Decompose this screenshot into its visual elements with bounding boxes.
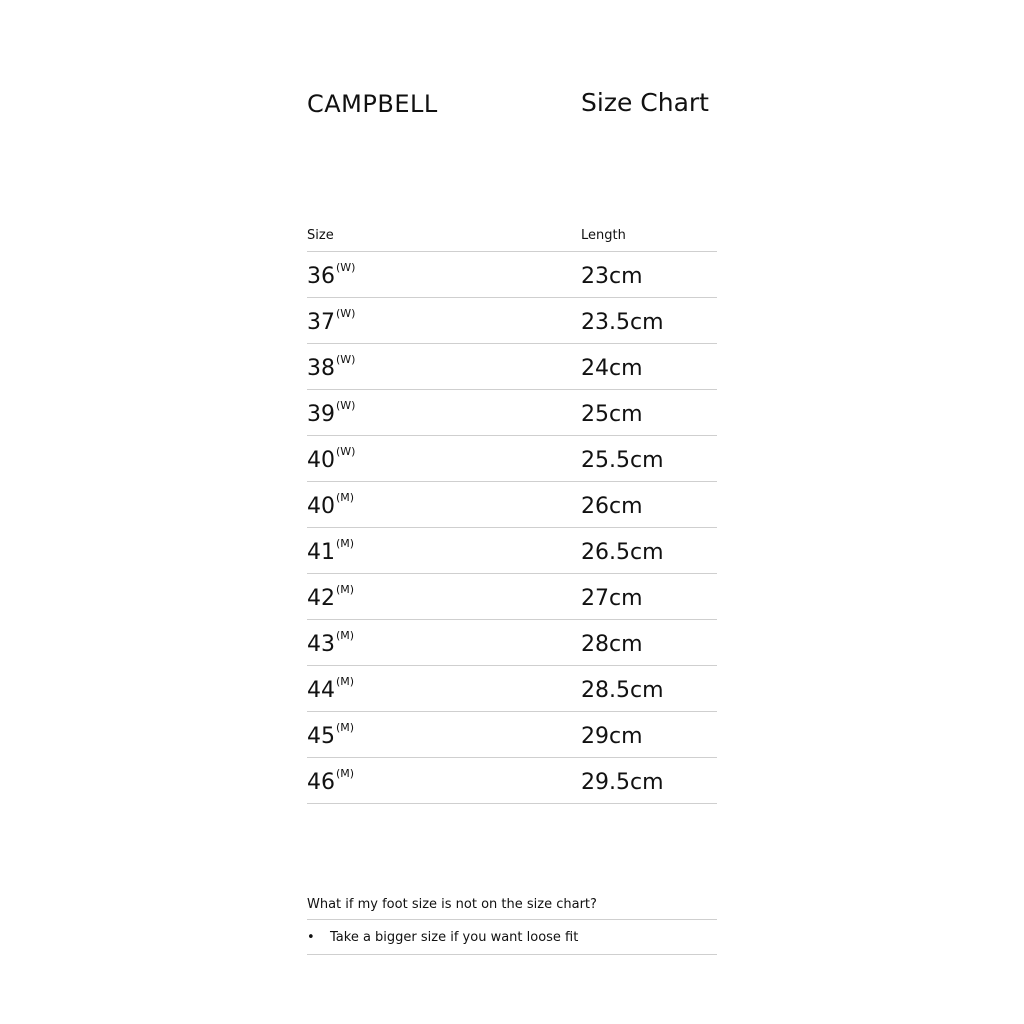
length-cell: 25cm xyxy=(581,402,643,427)
faq-answer-text: Take a bigger size if you want loose fit xyxy=(330,930,579,945)
faq-section xyxy=(307,895,717,955)
table-row xyxy=(307,436,717,482)
gender-label: (M) xyxy=(336,629,355,642)
gender-label: (W) xyxy=(336,307,356,320)
length-cell: 28cm xyxy=(581,632,643,657)
gender-label: (M) xyxy=(336,675,355,688)
size-cell xyxy=(307,767,355,795)
size-cell xyxy=(307,491,355,519)
size-cell xyxy=(307,537,355,565)
header xyxy=(307,88,717,128)
gender-label: (W) xyxy=(336,445,356,458)
size-value: 41 xyxy=(307,540,335,565)
size-table xyxy=(307,226,717,804)
size-cell xyxy=(307,445,356,473)
size-cell xyxy=(307,675,355,703)
length-cell: 29cm xyxy=(581,724,643,749)
column-header-size: Size xyxy=(307,228,334,243)
size-cell xyxy=(307,583,355,611)
size-cell xyxy=(307,307,356,335)
table-row xyxy=(307,528,717,574)
table-row xyxy=(307,620,717,666)
gender-label: (M) xyxy=(336,767,355,780)
size-value: 42 xyxy=(307,586,335,611)
length-cell: 26cm xyxy=(581,494,643,519)
bullet-icon: • xyxy=(307,930,315,945)
table-row xyxy=(307,344,717,390)
gender-label: (M) xyxy=(336,721,355,734)
gender-label: (M) xyxy=(336,537,355,550)
column-header-length: Length xyxy=(581,228,626,243)
size-value: 39 xyxy=(307,402,335,427)
size-cell xyxy=(307,353,356,381)
brand-name: CAMPBELL xyxy=(307,90,438,118)
gender-label: (M) xyxy=(336,491,355,504)
faq-question: What if my foot size is not on the size chart? xyxy=(307,895,717,920)
size-cell xyxy=(307,399,356,427)
table-row xyxy=(307,482,717,528)
table-row xyxy=(307,252,717,298)
size-cell xyxy=(307,629,355,657)
size-value: 37 xyxy=(307,310,335,335)
length-cell: 26.5cm xyxy=(581,540,664,565)
table-row xyxy=(307,390,717,436)
length-cell: 23cm xyxy=(581,264,643,289)
size-value: 46 xyxy=(307,770,335,795)
length-cell: 28.5cm xyxy=(581,678,664,703)
size-value: 38 xyxy=(307,356,335,381)
faq-answer xyxy=(307,920,717,955)
gender-label: (W) xyxy=(336,353,356,366)
length-cell: 25.5cm xyxy=(581,448,664,473)
size-value: 45 xyxy=(307,724,335,749)
length-cell: 24cm xyxy=(581,356,643,381)
gender-label: (W) xyxy=(336,399,356,412)
size-value: 40 xyxy=(307,448,335,473)
size-value: 40 xyxy=(307,494,335,519)
table-row xyxy=(307,666,717,712)
size-value: 36 xyxy=(307,264,335,289)
length-cell: 27cm xyxy=(581,586,643,611)
table-row xyxy=(307,758,717,804)
page-title: Size Chart xyxy=(581,88,709,117)
size-value: 44 xyxy=(307,678,335,703)
size-cell xyxy=(307,261,356,289)
size-cell xyxy=(307,721,355,749)
gender-label: (W) xyxy=(336,261,356,274)
table-header xyxy=(307,226,717,252)
gender-label: (M) xyxy=(336,583,355,596)
size-value: 43 xyxy=(307,632,335,657)
table-row xyxy=(307,712,717,758)
length-cell: 23.5cm xyxy=(581,310,664,335)
table-row xyxy=(307,574,717,620)
length-cell: 29.5cm xyxy=(581,770,664,795)
table-row xyxy=(307,298,717,344)
